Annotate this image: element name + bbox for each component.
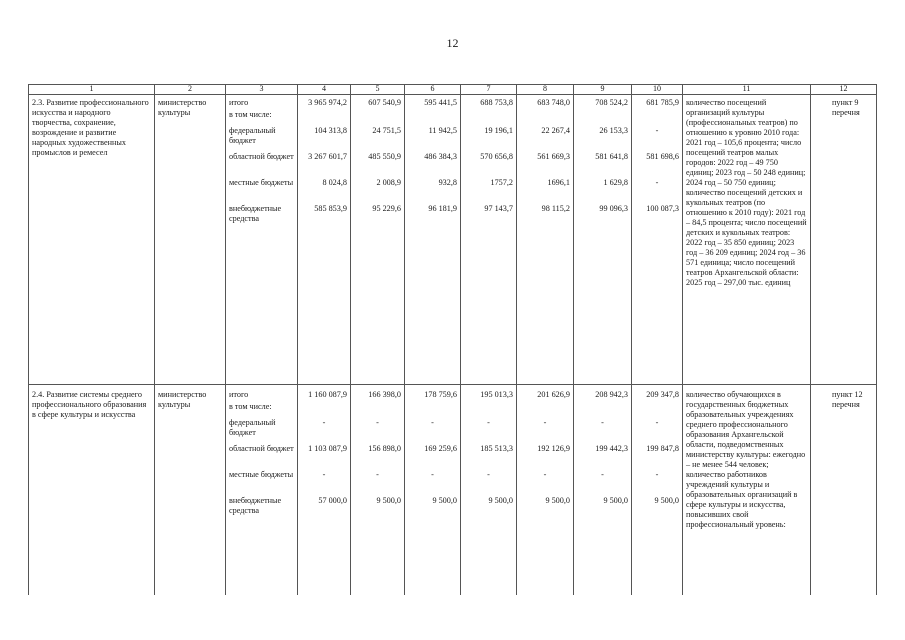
amount-value bbox=[520, 110, 570, 126]
funding-source-row bbox=[229, 402, 294, 418]
funding-source-row bbox=[229, 110, 294, 126]
amount-value: 607 540,9 bbox=[368, 98, 401, 107]
amount-value: 681 785,9 bbox=[646, 98, 679, 107]
amount-value bbox=[520, 402, 570, 418]
program-name-cell bbox=[29, 385, 155, 595]
amount-value bbox=[354, 402, 401, 418]
amount-value: 22 267,4 bbox=[541, 126, 570, 135]
amount-value: 570 656,8 bbox=[480, 152, 513, 161]
funding-source-row bbox=[229, 152, 294, 178]
amount-value: 8 024,8 bbox=[322, 178, 347, 187]
funding-source-row bbox=[229, 496, 294, 522]
amount-value: 209 347,8 bbox=[646, 390, 679, 399]
funding-source-label: областной бюджет bbox=[229, 444, 294, 453]
amount-value: - bbox=[431, 418, 434, 427]
amount-value: - bbox=[655, 178, 659, 187]
column-number: 6 bbox=[405, 85, 461, 95]
amount-column-cell bbox=[405, 95, 461, 385]
funding-sources-cell bbox=[226, 385, 298, 595]
amount-column-cell bbox=[574, 95, 632, 385]
amount-value bbox=[408, 402, 457, 418]
amount-value: 3 267 601,7 bbox=[308, 152, 347, 161]
amount-value: 9 500,0 bbox=[376, 496, 401, 505]
funding-source-row bbox=[229, 444, 294, 470]
funding-source-row bbox=[229, 418, 294, 444]
amount-value: 192 126,9 bbox=[537, 444, 570, 453]
indicator-cell bbox=[683, 95, 811, 385]
amount-value: 166 398,0 bbox=[368, 390, 401, 399]
funding-source-label: местные бюджеты bbox=[229, 178, 294, 187]
funding-source-label: итого bbox=[229, 98, 249, 107]
amount-value: 1696,1 bbox=[547, 178, 570, 187]
budget-table bbox=[28, 84, 877, 595]
column-number: 11 bbox=[683, 85, 811, 95]
amount-value: 9 500,0 bbox=[488, 496, 513, 505]
amount-value: 708 524,2 bbox=[595, 98, 628, 107]
amount-value: 1 629,8 bbox=[603, 178, 628, 187]
funding-source-label: внебюджетные средства bbox=[229, 496, 282, 515]
amount-value bbox=[635, 110, 679, 126]
program-name-cell bbox=[29, 95, 155, 385]
amount-value: 185 513,3 bbox=[480, 444, 513, 453]
funding-source-label: в том числе: bbox=[229, 110, 272, 119]
funding-source-row bbox=[229, 98, 294, 110]
amount-value: 100 087,3 bbox=[646, 204, 679, 213]
column-number: 7 bbox=[461, 85, 517, 95]
amount-value: - bbox=[431, 470, 434, 479]
amount-value bbox=[408, 110, 457, 126]
indicator-text: количество обучающихся в государственных бюджетных образовательных учреждениях среднего профессионального образования Архангельской области, подведомственных министерству культуры: ежегодно – не менее 544 человек; количество работников учреждений культуры и образовательных организаций в сфере культуры и искусства, повысивших свой профессиональный уровень: bbox=[686, 390, 806, 529]
funding-source-row bbox=[229, 126, 294, 152]
amount-value bbox=[577, 110, 628, 126]
amount-value: 9 500,0 bbox=[654, 496, 679, 505]
indicator-text: количество посещений организаций культуры (профессиональных театров) по отношению к уровню 2010 года: 2021 год – 105,6 процента; число посещений театров малых городов: 2022 год – 49 750 единиц; 2023 год – 50 248 единиц; 2024 год – 50 750 единиц; количество посещений детских и кукольных театров (по отношению к 2010 году): 2021 год – 84,5 процента; число посещений детских и кукольных театров: 2022 год – 35 850 единиц; 2023 год – 36 209 единиц; 2024 год – 36 571 единица; число посещений театров Архангельской области: 2025 год – 297,00 тыс. единиц bbox=[686, 98, 807, 287]
amount-value: 19 196,1 bbox=[484, 126, 513, 135]
amount-column-cell bbox=[517, 95, 574, 385]
amount-value: - bbox=[487, 418, 490, 427]
amount-value: 98 115,2 bbox=[541, 204, 570, 213]
amount-value: 104 313,8 bbox=[314, 126, 347, 135]
amount-value: 1757,2 bbox=[490, 178, 513, 187]
reference-text: пункт 9 перечня bbox=[832, 98, 860, 117]
amount-value: 486 384,3 bbox=[424, 152, 457, 161]
amount-value: 26 153,3 bbox=[599, 126, 628, 135]
amount-value: 178 759,6 bbox=[424, 390, 457, 399]
amount-value: 581 698,6 bbox=[646, 152, 679, 161]
amount-value: 581 641,8 bbox=[595, 152, 628, 161]
page-number: 12 bbox=[446, 36, 459, 50]
amount-value: 2 008,9 bbox=[376, 178, 401, 187]
funding-source-label: внебюджетные средства bbox=[229, 204, 282, 223]
column-number: 8 bbox=[517, 85, 574, 95]
ministry-cell bbox=[155, 95, 226, 385]
amount-value: 99 096,3 bbox=[599, 204, 628, 213]
funding-source-label: в том числе: bbox=[229, 402, 272, 411]
amount-value: - bbox=[322, 470, 326, 479]
funding-source-row bbox=[229, 204, 294, 230]
amount-value: - bbox=[601, 418, 604, 427]
amount-value: 11 942,5 bbox=[428, 126, 457, 135]
amount-value bbox=[464, 402, 513, 418]
amount-column-cell bbox=[405, 385, 461, 595]
amount-value: 683 748,0 bbox=[537, 98, 570, 107]
amount-column-cell bbox=[517, 385, 574, 595]
amount-value: 201 626,9 bbox=[537, 390, 570, 399]
amount-value: - bbox=[655, 126, 659, 135]
column-number: 2 bbox=[155, 85, 226, 95]
column-number: 9 bbox=[574, 85, 632, 95]
program-name: 2.3. Развитие профессионального искусства и народного творчества, сохранение, возрождение и развитие народных художественных промыслов и ремесел bbox=[32, 98, 149, 157]
funding-source-label: местные бюджеты bbox=[229, 470, 294, 479]
amount-value: 199 442,3 bbox=[595, 444, 628, 453]
amount-value: 169 259,6 bbox=[424, 444, 457, 453]
program-row bbox=[29, 385, 877, 595]
column-number: 12 bbox=[811, 85, 877, 95]
amount-value: 932,8 bbox=[438, 178, 457, 187]
reference-text: пункт 12 перечня bbox=[832, 390, 863, 409]
amount-column-cell bbox=[632, 385, 683, 595]
amount-value: 95 229,6 bbox=[372, 204, 401, 213]
amount-value: - bbox=[376, 418, 379, 427]
amount-value bbox=[577, 402, 628, 418]
amount-value: - bbox=[322, 418, 326, 427]
amount-value: 199 847,8 bbox=[646, 444, 679, 453]
amount-value: - bbox=[376, 470, 379, 479]
amount-column-cell bbox=[351, 95, 405, 385]
program-name: 2.4. Развитие системы среднего профессионального образования в сфере культуры и искусства bbox=[32, 390, 147, 419]
funding-source-label: федеральный бюджет bbox=[229, 126, 276, 145]
amount-value: 97 143,7 bbox=[484, 204, 513, 213]
column-number: 1 bbox=[29, 85, 155, 95]
ministry-name: министерство культуры bbox=[158, 98, 207, 117]
amount-value: 96 181,9 bbox=[428, 204, 457, 213]
amount-value: 208 942,3 bbox=[595, 390, 628, 399]
funding-source-label: федеральный бюджет bbox=[229, 418, 276, 437]
amount-value: 24 751,5 bbox=[372, 126, 401, 135]
amount-value bbox=[464, 110, 513, 126]
funding-source-label: итого bbox=[229, 390, 249, 399]
amount-column-cell bbox=[298, 95, 351, 385]
amount-value: 156 898,0 bbox=[368, 444, 401, 453]
table-body bbox=[29, 95, 877, 595]
amount-value: 585 853,9 bbox=[314, 204, 347, 213]
amount-column-cell bbox=[351, 385, 405, 595]
amount-value: 195 013,3 bbox=[480, 390, 513, 399]
amount-value: 1 160 087,9 bbox=[308, 390, 347, 399]
amount-value: 1 103 087,9 bbox=[308, 444, 347, 453]
column-number: 3 bbox=[226, 85, 298, 95]
amount-value: - bbox=[601, 470, 604, 479]
amount-value: 595 441,5 bbox=[424, 98, 457, 107]
column-number: 10 bbox=[632, 85, 683, 95]
column-number: 4 bbox=[298, 85, 351, 95]
column-number-row bbox=[29, 85, 877, 95]
amount-value bbox=[301, 110, 347, 126]
funding-sources-cell bbox=[226, 95, 298, 385]
amount-value: - bbox=[543, 470, 547, 479]
funding-source-row bbox=[229, 390, 294, 402]
reference-cell bbox=[811, 95, 877, 385]
amount-value: 561 669,3 bbox=[537, 152, 570, 161]
amount-value bbox=[635, 402, 679, 418]
amount-value: - bbox=[543, 418, 547, 427]
funding-source-row bbox=[229, 470, 294, 496]
program-row bbox=[29, 95, 877, 385]
amount-value: - bbox=[655, 418, 659, 427]
amount-column-cell bbox=[298, 385, 351, 595]
amount-value: 9 500,0 bbox=[432, 496, 457, 505]
amount-column-cell bbox=[461, 95, 517, 385]
amount-value: - bbox=[487, 470, 490, 479]
funding-source-label: областной бюджет bbox=[229, 152, 294, 161]
amount-value: 3 965 974,2 bbox=[308, 98, 347, 107]
amount-column-cell bbox=[574, 385, 632, 595]
funding-source-row bbox=[229, 178, 294, 204]
amount-value bbox=[354, 110, 401, 126]
amount-value: 9 500,0 bbox=[545, 496, 570, 505]
amount-value: 57 000,0 bbox=[318, 496, 347, 505]
amount-value: 688 753,8 bbox=[480, 98, 513, 107]
amount-value bbox=[301, 402, 347, 418]
amount-value: 9 500,0 bbox=[603, 496, 628, 505]
ministry-cell bbox=[155, 385, 226, 595]
amount-column-cell bbox=[461, 385, 517, 595]
amount-column-cell bbox=[632, 95, 683, 385]
amount-value: - bbox=[655, 470, 659, 479]
ministry-name: министерство культуры bbox=[158, 390, 207, 409]
column-number: 5 bbox=[351, 85, 405, 95]
indicator-cell bbox=[683, 385, 811, 595]
reference-cell bbox=[811, 385, 877, 595]
amount-value: 485 550,9 bbox=[368, 152, 401, 161]
